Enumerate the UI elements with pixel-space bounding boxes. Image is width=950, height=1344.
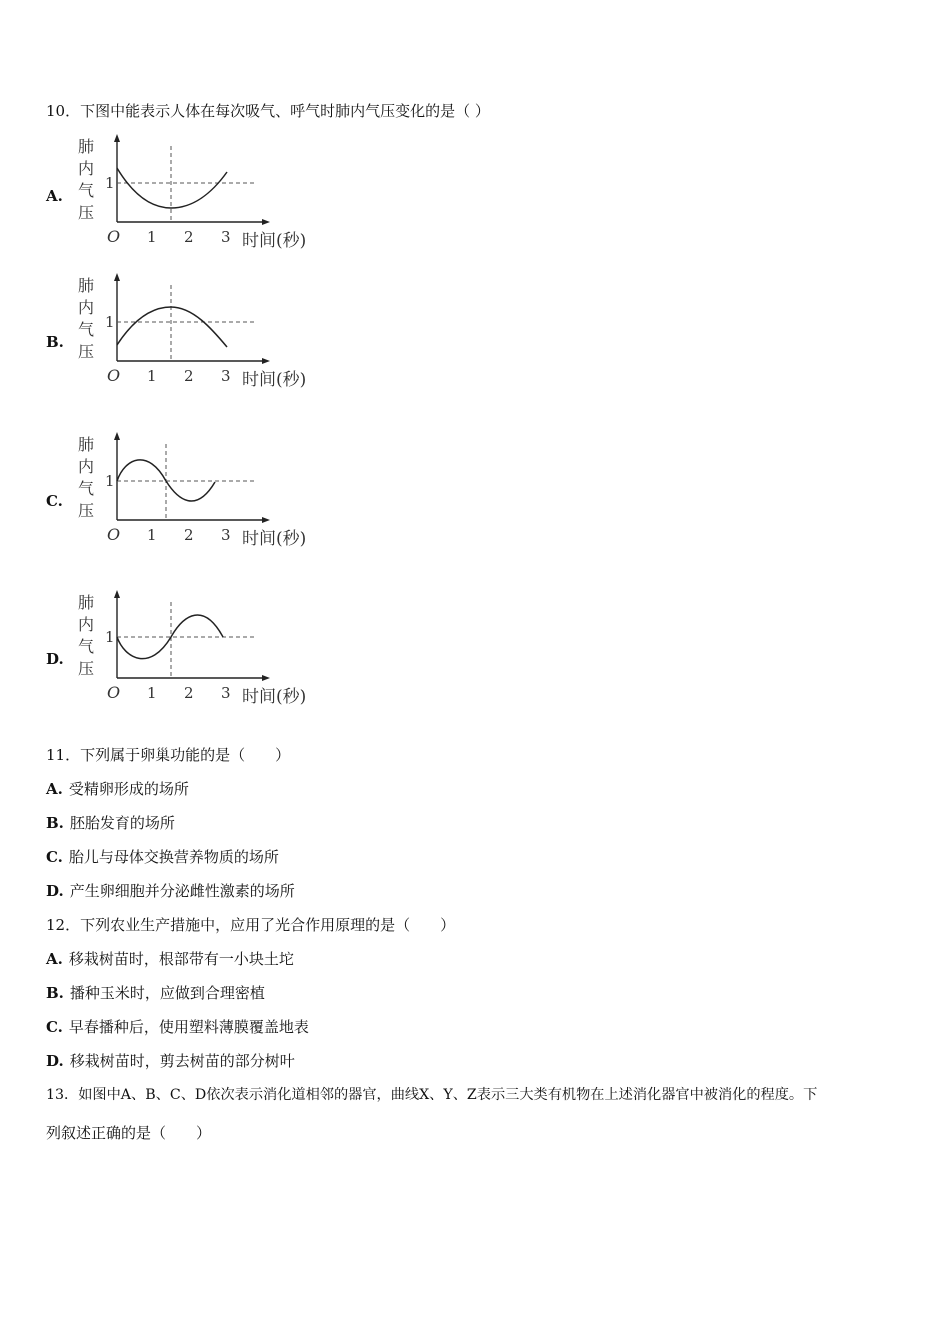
graph-a-y-label-char: 气 bbox=[78, 181, 95, 200]
graph-a-x-tick: 3 bbox=[221, 228, 231, 246]
q11-option-b-letter: B. bbox=[46, 814, 64, 832]
graph-c-y-tick-one: 1 bbox=[105, 472, 115, 490]
q11-option-d-text: 产生卵细胞并分泌雌性激素的场所 bbox=[69, 882, 295, 900]
graph-d-y-label-char: 肺 bbox=[78, 593, 95, 612]
q11-option-b-text: 胚胎发育的场所 bbox=[69, 814, 175, 832]
graph-d-x-tick: 2 bbox=[184, 684, 194, 702]
question-10-stem: 10．下图中能表示人体在每次吸气、呼气时肺内气压变化的是（ ） bbox=[46, 102, 490, 120]
q12-option-a bbox=[46, 949, 294, 969]
graph-option-a bbox=[70, 128, 330, 253]
graph-d-y-label-char: 压 bbox=[78, 659, 95, 678]
graph-d-x-arrow bbox=[262, 675, 270, 681]
graph-d-y-label-char: 内 bbox=[78, 615, 95, 634]
graph-c-y-label-char: 压 bbox=[78, 501, 95, 520]
graph-b-y-label-char: 内 bbox=[78, 298, 95, 317]
q11-option-d bbox=[46, 881, 295, 901]
q11-option-a-text: 受精卵形成的场所 bbox=[68, 780, 189, 798]
graph-a-origin-label: O bbox=[107, 227, 121, 246]
graph-b-y-label-char: 肺 bbox=[78, 276, 95, 295]
graph-c-x-label: 时间(秒) bbox=[242, 529, 307, 549]
graph-b-pressure-curve bbox=[117, 307, 227, 347]
question-11-stem: 11．下列属于卵巢功能的是（ ） bbox=[46, 746, 291, 764]
graph-c-y-arrow bbox=[114, 432, 120, 440]
graph-a-y-label-char: 内 bbox=[78, 159, 95, 178]
q12-option-c-letter: C. bbox=[46, 1018, 63, 1036]
graph-a-pressure-curve bbox=[117, 168, 227, 208]
question-13-stem-line1: 13．如图中A、B、C、D依次表示消化道相邻的器官，曲线X、Y、Z表示三大类有机物在上述消化器官中被消化的程度。下 bbox=[46, 1087, 818, 1103]
q12-option-d bbox=[46, 1051, 295, 1071]
q12-option-a-text: 移栽树苗时，根部带有一小块土坨 bbox=[68, 950, 294, 968]
graph-c-x-arrow bbox=[262, 517, 270, 523]
q11-option-c-text: 胎儿与母体交换营养物质的场所 bbox=[68, 848, 279, 866]
graph-d-y-arrow bbox=[114, 590, 120, 598]
graph-a-x-label: 时间(秒) bbox=[242, 231, 307, 251]
q12-option-d-text: 移栽树苗时，剪去树苗的部分树叶 bbox=[69, 1052, 295, 1070]
q12-option-c-text: 早春播种后，使用塑料薄膜覆盖地表 bbox=[68, 1018, 309, 1036]
graph-c-x-tick: 1 bbox=[147, 526, 157, 544]
graph-d-x-tick: 1 bbox=[147, 684, 157, 702]
q12-option-b-letter: B. bbox=[46, 984, 64, 1002]
q12-option-a-letter: A. bbox=[46, 950, 63, 968]
q12-option-c bbox=[46, 1017, 309, 1037]
q11-option-c bbox=[46, 847, 279, 867]
graph-d-svg bbox=[70, 584, 330, 709]
q11-option-b bbox=[46, 813, 175, 833]
option-d-label: D. bbox=[46, 650, 64, 668]
graph-b-x-tick: 3 bbox=[221, 367, 231, 385]
graph-c-y-label-char: 肺 bbox=[78, 435, 95, 454]
q11-option-d-letter: D. bbox=[46, 882, 64, 900]
graph-c-y-label-char: 气 bbox=[78, 479, 95, 498]
graph-b-x-label: 时间(秒) bbox=[242, 370, 307, 390]
q11-option-a bbox=[46, 779, 189, 799]
graph-c-x-tick: 2 bbox=[184, 526, 194, 544]
graph-d-x-tick: 3 bbox=[221, 684, 231, 702]
graph-b-y-arrow bbox=[114, 273, 120, 281]
graph-d-x-label: 时间(秒) bbox=[242, 687, 307, 707]
option-a-label: A. bbox=[46, 187, 63, 205]
option-c-label: C. bbox=[46, 492, 63, 510]
graph-c-y-label-char: 内 bbox=[78, 457, 95, 476]
graph-a-x-arrow bbox=[262, 219, 270, 225]
graph-d-origin-label: O bbox=[107, 683, 121, 702]
graph-b-y-tick-one: 1 bbox=[105, 313, 115, 331]
graph-d-y-tick-one: 1 bbox=[105, 628, 115, 646]
graph-a-y-label-char: 肺 bbox=[78, 137, 95, 156]
question-12-stem: 12．下列农业生产措施中，应用了光合作用原理的是（ ） bbox=[46, 916, 456, 934]
q12-option-d-letter: D. bbox=[46, 1052, 64, 1070]
graph-b-svg bbox=[70, 267, 330, 392]
graph-a-y-arrow bbox=[114, 134, 120, 142]
q12-option-b bbox=[46, 983, 265, 1003]
graph-b-y-label-char: 压 bbox=[78, 342, 95, 361]
graph-a-x-tick: 1 bbox=[147, 228, 157, 246]
graph-b-x-arrow bbox=[262, 358, 270, 364]
q11-option-a-letter: A. bbox=[46, 780, 63, 798]
graph-b-x-tick: 2 bbox=[184, 367, 194, 385]
graph-c-svg bbox=[70, 426, 330, 551]
graph-a-x-tick: 2 bbox=[184, 228, 194, 246]
q12-option-b-text: 播种玉米时，应做到合理密植 bbox=[69, 984, 265, 1002]
question-13-stem-line2: 列叙述正确的是（ ） bbox=[46, 1124, 212, 1142]
graph-b-y-label-char: 气 bbox=[78, 320, 95, 339]
graph-c-x-tick: 3 bbox=[221, 526, 231, 544]
graph-a-svg bbox=[70, 128, 330, 253]
graph-a-y-tick-one: 1 bbox=[105, 174, 115, 192]
graph-c-origin-label: O bbox=[107, 525, 121, 544]
graph-option-b bbox=[70, 267, 330, 392]
graph-option-d bbox=[70, 584, 330, 709]
graph-d-y-label-char: 气 bbox=[78, 637, 95, 656]
graph-b-x-tick: 1 bbox=[147, 367, 157, 385]
q11-option-c-letter: C. bbox=[46, 848, 63, 866]
graph-a-y-label-char: 压 bbox=[78, 203, 95, 222]
graph-option-c bbox=[70, 426, 330, 551]
option-b-label: B. bbox=[46, 333, 64, 351]
graph-b-origin-label: O bbox=[107, 366, 121, 385]
